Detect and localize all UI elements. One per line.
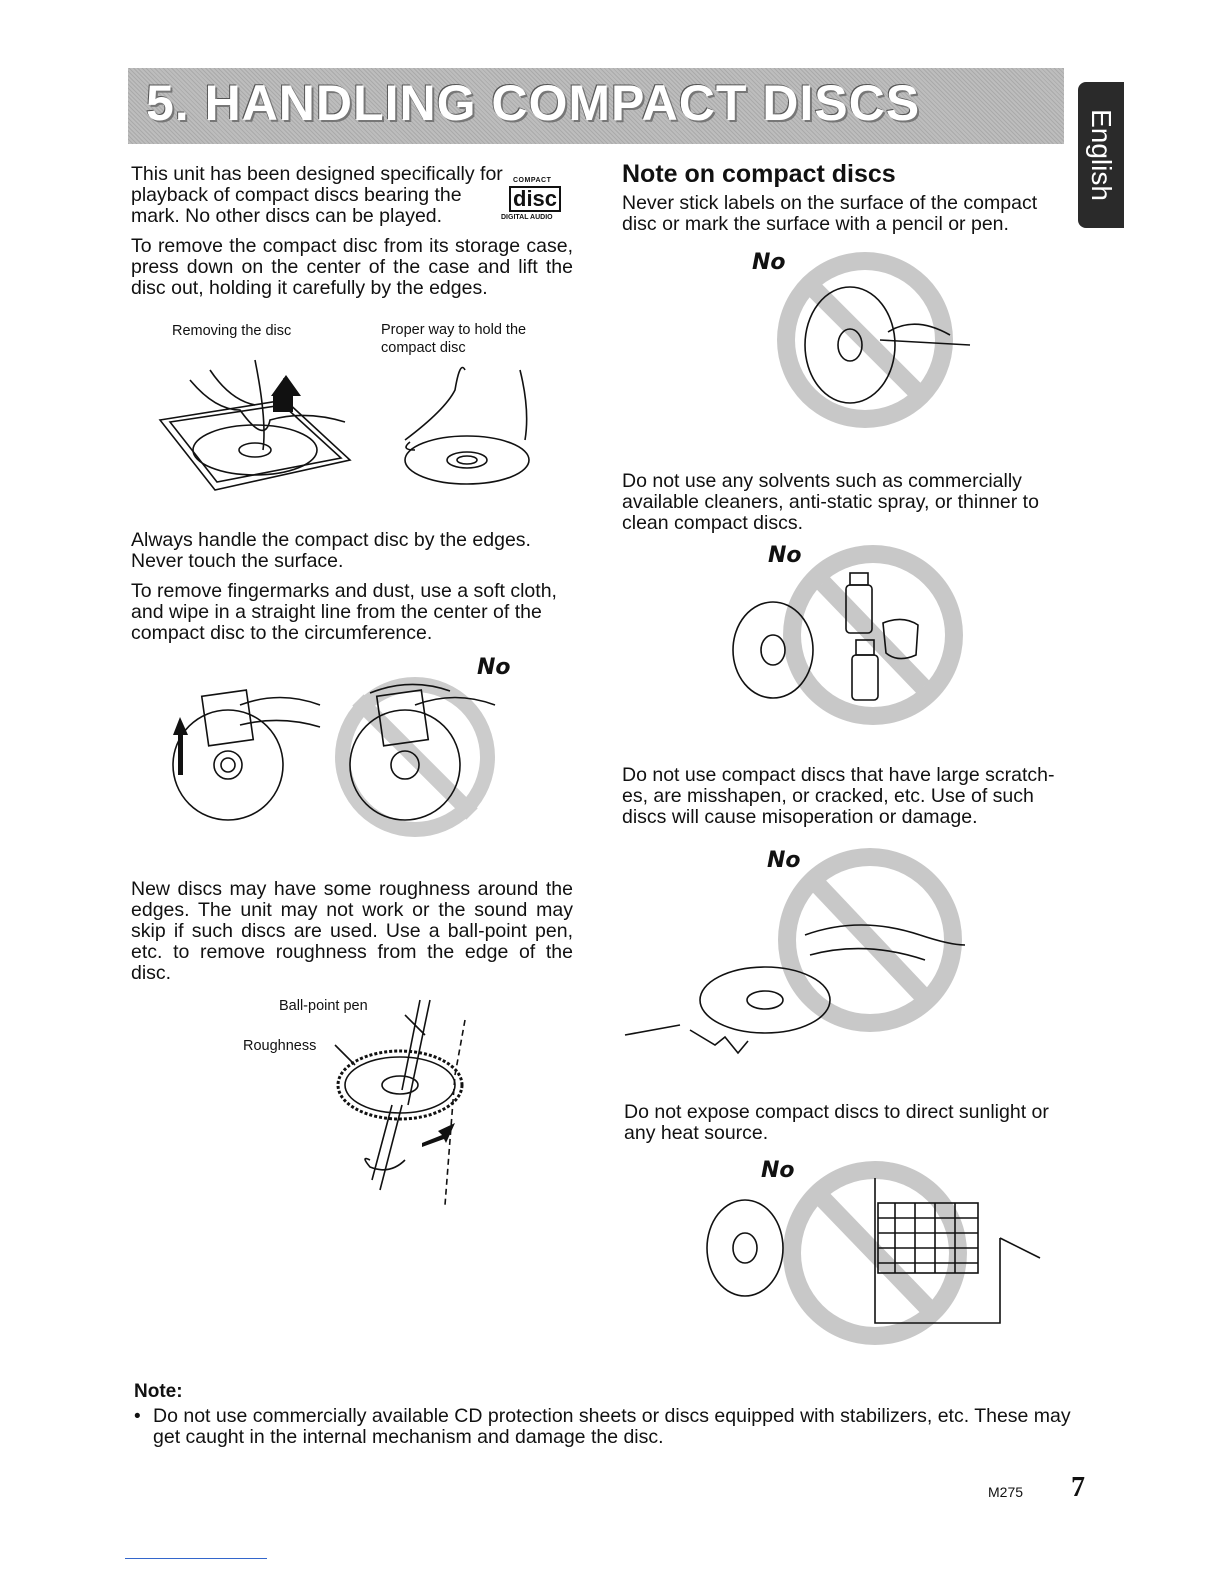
no-label-scratches: No xyxy=(767,848,801,873)
no-label-solvents: No xyxy=(768,543,802,568)
no-heat-illustration xyxy=(700,1158,1050,1348)
new-discs-paragraph: New discs may have some roughness around the edges. The unit may not work or the sound may skip if such discs are used. Use a ball-point pen, etc. to remove roughness from the edge of the disc. xyxy=(131,878,573,984)
scratches-paragraph: Do not use compact discs that have large scratch-es, are misshapen, or cracked, etc. Use of such discs will cause misoperation or damage. xyxy=(622,764,1055,828)
no-damaged-disc-illustration xyxy=(620,845,980,1075)
labels-paragraph: Never stick labels on the surface of the compact disc or mark the surface with a pencil or pen. xyxy=(622,192,1038,235)
footer-rule xyxy=(125,1558,267,1559)
handle-edges-paragraph: Always handle the compact disc by the edges. Never touch the surface. xyxy=(131,529,531,572)
label-roughness: Roughness xyxy=(243,1038,317,1054)
label-ball-point-pen: Ball-point pen xyxy=(279,998,368,1014)
intro-line-1: This unit has been designed specifically for xyxy=(131,163,503,185)
no-solvents-illustration xyxy=(728,545,968,735)
fingermarks-paragraph: To remove fingermarks and dust, use a soft cloth, and wipe in a straight line from the center of the compact disc to the circumference. xyxy=(131,580,557,644)
remove-case-paragraph: To remove the compact disc from its storage case, press down on the center of the case and lift the disc out, holding it carefully by the edges. xyxy=(131,235,573,299)
removing-disc-illustration xyxy=(155,350,545,500)
wiping-disc-illustration xyxy=(170,665,510,845)
note-heading: Note: xyxy=(134,1381,183,1402)
cd-logo-bottom-text: DIGITAL AUDIO xyxy=(501,214,553,221)
cd-logo-top-text: COMPACT xyxy=(513,177,552,184)
caption-removing-disc: Removing the disc xyxy=(172,323,292,339)
no-label-wiping: No xyxy=(477,655,511,680)
language-tab xyxy=(1078,82,1124,228)
cd-logo-word: disc xyxy=(509,186,561,212)
compact-disc-logo xyxy=(501,177,569,221)
page-title: 5. HANDLING COMPACT DISCS xyxy=(146,75,921,131)
model-number: M275 xyxy=(988,1484,1024,1500)
caption-hold-disc: Proper way to hold the compact disc xyxy=(381,322,527,356)
sunlight-paragraph: Do not expose compact discs to direct sunlight or any heat source. xyxy=(624,1101,1049,1144)
heading-note-on-compact-discs: Note on compact discs xyxy=(622,160,896,188)
intro-line-2: playback of compact discs bearing the xyxy=(131,184,462,206)
no-label-labels: No xyxy=(752,250,786,275)
no-labels-illustration xyxy=(770,250,970,430)
intro-line-3: mark. No other discs can be played. xyxy=(131,205,443,227)
solvents-paragraph: Do not use any solvents such as commercially available cleaners, anti-static spray, or thinner to clean compact discs. xyxy=(622,470,1039,534)
note-text: Do not use commercially available CD protection sheets or discs equipped with stabilizers, etc. These may get caught in the internal mechanism and damage the disc. xyxy=(153,1405,1071,1448)
no-label-sunlight: No xyxy=(761,1158,795,1183)
note-bullet: • xyxy=(134,1406,141,1427)
language-tab-label: English xyxy=(1086,109,1117,201)
page-number: 7 xyxy=(1071,1472,1085,1503)
ball-point-pen-illustration xyxy=(310,995,480,1210)
